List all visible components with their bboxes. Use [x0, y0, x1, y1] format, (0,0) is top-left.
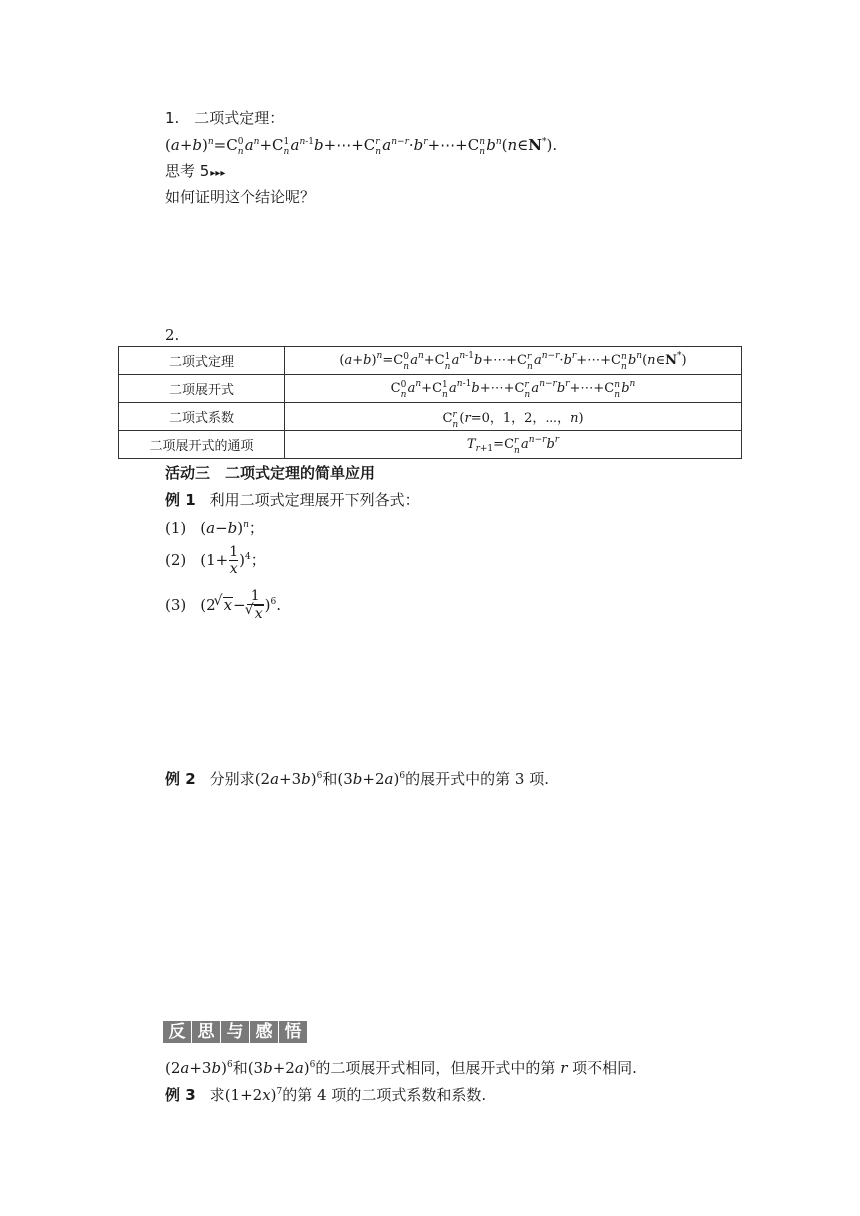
section2-number: 2.	[165, 326, 180, 344]
example1-item3: (3) (2√ x− 1 √ x )$^6$.	[165, 588, 281, 622]
example1-item1: (1) $(a-b)^n$；	[165, 519, 264, 537]
example1-heading	[165, 493, 420, 508]
table-row	[119, 403, 742, 431]
badge-char: 与	[221, 1021, 249, 1043]
table-row	[119, 347, 742, 375]
table-row	[119, 375, 742, 403]
example1-text: 利用二项式定理展开下列各式：	[209, 491, 420, 509]
example2: 例 2 分别求$(2a+3b)^6$和$(3b+2a)^6$的展开式中的第 3 项.	[165, 770, 549, 788]
reflection-text: $(2a+3b)^6$和$(3b+2a)^6$的二项展开式相同，但展开式中的第 r 项不相同.	[165, 1059, 637, 1077]
table-formula: C 0 n $a^n+C$ 1 n $a^{n-1}b+\cdots+C$ r n $a^{n-r}b^r+\cdots+C$ n n $b^n$	[285, 375, 742, 403]
reflection-badge	[163, 1021, 307, 1043]
example3: 例 3 求$(1+2x)^7$的第 4 项的二项式系数和系数.	[165, 1086, 487, 1104]
table-label: 二项展开式的通项	[119, 431, 285, 459]
binomial-summary-table	[118, 346, 742, 459]
table-formula: $T_{r+1}=C$ r n $a^{n-r}b^r$	[285, 431, 742, 459]
badge-char: 悟	[279, 1021, 307, 1043]
example1-item2: (2) (1+ $\frac{1}{x}$ )$^4$；	[165, 544, 266, 577]
question-text: 如何证明这个结论呢？	[165, 188, 316, 206]
table-label: 二项展开式	[119, 375, 285, 403]
table-label: 二项式定理	[119, 347, 285, 375]
example3-label: 例 3	[165, 1086, 196, 1104]
table-label: 二项式系数	[119, 403, 285, 431]
example2-label: 例 2	[165, 770, 196, 788]
example1-label: 例 1	[165, 491, 196, 509]
table-formula: C r n (r=0，1，2，⋯，n)	[285, 403, 742, 431]
binomial-theorem-formula: $(a+b)^n=C$ 0 n $a^n+C$ 1 n $a^{n-1}b+\cdots+C$ r n $a^{n-r}\cdot b^r+\cdots+C$ n n $b^n(n\in N^*)$.	[165, 136, 558, 157]
badge-char: 感	[250, 1021, 278, 1043]
section1-heading: 1. 二项式定理：	[165, 109, 285, 127]
table-row	[119, 431, 742, 459]
activity-title: 活动三 二项式定理的简单应用	[165, 464, 376, 482]
badge-char: 反	[163, 1021, 191, 1043]
table-formula: $(a+b)^n=C$ 0 n $a^n+C$ 1 n $a^{n-1}b+\cdots+C$ r n $a^{n-r}\cdot b^r+\cdots+C$ n n $b^n(n\in N^*)$	[285, 347, 742, 375]
think-label: 思考 5▸▸▸	[165, 162, 226, 180]
badge-char: 思	[192, 1021, 220, 1043]
arrows-icon: ▸▸▸	[210, 168, 226, 179]
